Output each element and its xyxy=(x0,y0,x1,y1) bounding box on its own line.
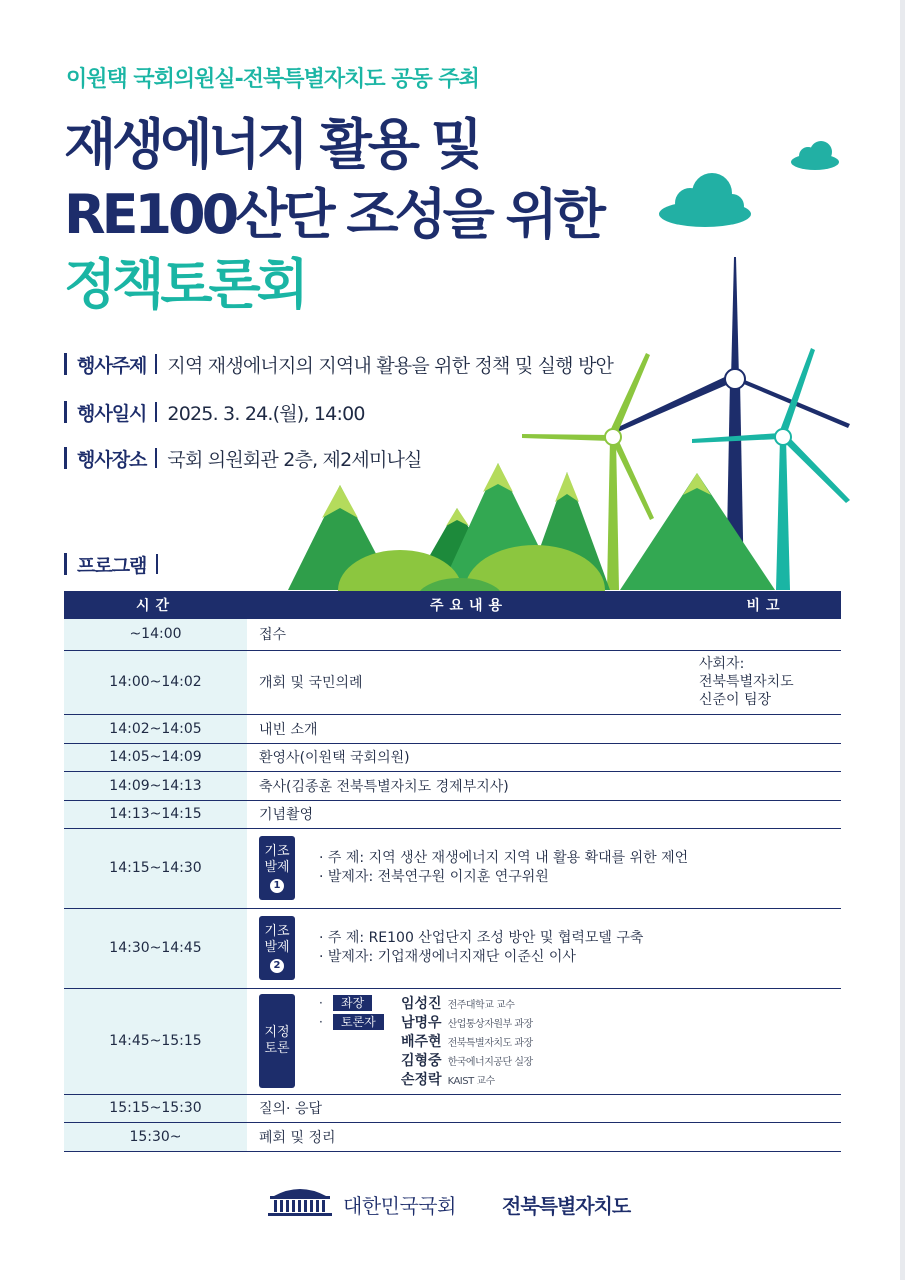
event-topic-row xyxy=(64,350,613,378)
presentation-presenter: · 발제자: 전북연구원 이지훈 연구위원 xyxy=(319,869,549,885)
note-line: 전북특별자치도 xyxy=(699,674,794,690)
event-venue-value: 국회 의원회관 2층, 제2세미나실 xyxy=(167,448,422,471)
label-bar xyxy=(64,401,67,423)
keynote-badge xyxy=(259,836,295,900)
row-note xyxy=(691,800,841,828)
note-line: 신준이 팀장 xyxy=(699,692,772,708)
table-row xyxy=(64,714,841,743)
row-content xyxy=(247,988,841,1094)
row-content: 기념촬영 xyxy=(247,800,691,828)
number-badge: 2 xyxy=(270,959,284,973)
footer xyxy=(0,1184,905,1224)
national-assembly-emblem-icon xyxy=(266,1186,334,1218)
panel-badge xyxy=(259,994,295,1088)
row-time: 14:02~14:05 xyxy=(64,714,247,743)
row-note xyxy=(691,650,841,714)
cloud-large-icon xyxy=(659,173,751,227)
row-time: 14:15~14:30 xyxy=(64,828,247,908)
bullet: · xyxy=(319,1015,323,1029)
table-row xyxy=(64,988,841,1094)
row-content xyxy=(247,828,841,908)
table-row xyxy=(64,743,841,771)
organizer-line: 이원택 국회의원실-전북특별자치도 공동 주최 xyxy=(66,67,479,92)
table-row xyxy=(64,619,841,650)
presentation-block xyxy=(259,916,841,980)
row-time: 14:00~14:02 xyxy=(64,650,247,714)
event-date-value: 2025. 3. 24.(월), 14:00 xyxy=(167,402,365,425)
row-content: 개회 및 국민의례 xyxy=(247,650,691,714)
event-venue-row xyxy=(64,444,422,472)
table-row xyxy=(64,908,841,988)
presentation-topic: · 주 제: RE100 산업단지 조성 방안 및 협력모델 구축 xyxy=(319,930,644,946)
panel-member xyxy=(319,1013,533,1032)
program-heading xyxy=(64,550,168,578)
column-header-note: 비고 xyxy=(691,591,841,619)
panel-affiliation: 전북특별자치도 과장 xyxy=(447,1037,533,1049)
panel-affiliation: KAIST 교수 xyxy=(447,1075,495,1087)
table-row xyxy=(64,828,841,908)
row-note xyxy=(691,1094,841,1122)
badge-line: 기조 xyxy=(264,923,290,939)
row-content: 질의· 응답 xyxy=(247,1094,691,1122)
page-edge xyxy=(900,0,905,1280)
event-topic-value: 지역 재생에너지의 지역내 활용을 위한 정책 및 실행 방안 xyxy=(167,354,614,377)
badge-line: 지정 xyxy=(264,1025,290,1040)
jeonbuk-logo-prefix: 전북 xyxy=(502,1194,539,1218)
panel-member xyxy=(319,1051,533,1070)
row-note xyxy=(691,743,841,771)
role-badge: 토론자 xyxy=(333,1014,384,1030)
row-note xyxy=(691,619,841,650)
table-row xyxy=(64,800,841,828)
row-note xyxy=(691,1122,841,1151)
row-content: 폐회 및 정리 xyxy=(247,1122,691,1151)
row-time: 14:05~14:09 xyxy=(64,743,247,771)
row-content xyxy=(247,908,841,988)
presentation-presenter: · 발제자: 기업재생에너지재단 이준신 이사 xyxy=(319,949,576,965)
table-row xyxy=(64,771,841,800)
role-cell xyxy=(333,995,397,1011)
cloud-small-icon xyxy=(791,141,839,170)
program-table xyxy=(64,591,841,1152)
role-cell xyxy=(333,1014,397,1030)
mountains-graphic xyxy=(288,463,775,600)
presentation-details xyxy=(319,849,688,887)
role-badge: 좌장 xyxy=(333,995,372,1011)
badge-line: 토론 xyxy=(264,1041,290,1056)
panel-block xyxy=(259,994,841,1089)
row-content: 환영사(이원택 국회의원) xyxy=(247,743,691,771)
note-line: 사회자: xyxy=(699,656,745,672)
presentation-block xyxy=(259,836,841,900)
row-note xyxy=(691,771,841,800)
presentation-topic: · 주 제: 지역 생산 재생에너지 지역 내 활용 확대를 위한 제언 xyxy=(319,850,689,866)
row-time: 14:45~15:15 xyxy=(64,988,247,1094)
row-content: 접수 xyxy=(247,619,691,650)
jeonbuk-logo-suffix: 특별자치도 xyxy=(538,1194,631,1218)
presentation-details xyxy=(319,929,643,967)
panel-affiliation: 전주대학교 교수 xyxy=(447,999,515,1011)
program-heading-label: 프로그램 xyxy=(77,554,147,577)
panel-name: 임성진 xyxy=(401,996,442,1012)
panel-affiliation: 산업통상자원부 과장 xyxy=(447,1018,533,1030)
event-venue-label: 행사장소 xyxy=(77,448,147,471)
panel-list xyxy=(319,994,533,1089)
row-time: 14:09~14:13 xyxy=(64,771,247,800)
row-time: 15:30~ xyxy=(64,1122,247,1151)
event-date-label: 행사일시 xyxy=(77,402,147,425)
table-header-row xyxy=(64,591,841,619)
label-bar xyxy=(64,353,67,375)
table-row xyxy=(64,1094,841,1122)
panel-member xyxy=(319,1032,533,1051)
panel-affiliation: 한국에너지공단 실장 xyxy=(447,1056,533,1068)
label-bar xyxy=(64,447,67,469)
column-header-time: 시간 xyxy=(64,591,247,619)
label-bar xyxy=(64,553,67,575)
row-time: 14:13~14:15 xyxy=(64,800,247,828)
panel-member xyxy=(319,994,533,1013)
event-topic-label: 행사주제 xyxy=(77,354,147,377)
badge-line: 발제 xyxy=(264,859,290,875)
label-divider xyxy=(155,402,157,422)
panel-name: 배주현 xyxy=(401,1034,442,1050)
badge-line: 기조 xyxy=(264,843,290,859)
row-time: ~14:00 xyxy=(64,619,247,650)
label-divider xyxy=(155,354,157,374)
table-row xyxy=(64,650,841,714)
row-time: 15:15~15:30 xyxy=(64,1094,247,1122)
number-badge: 1 xyxy=(270,879,284,893)
title-line-1: 재생에너지 활용 및 xyxy=(64,113,479,176)
event-date-row xyxy=(64,398,365,426)
panel-name: 남명우 xyxy=(401,1015,442,1031)
label-divider xyxy=(156,554,158,574)
jeonbuk-logo xyxy=(502,1190,630,1219)
title-line-3: 정책토론회 xyxy=(64,253,305,316)
row-content: 내빈 소개 xyxy=(247,714,691,743)
national-assembly-logo-text: 대한민국국회 xyxy=(343,1194,456,1218)
label-divider xyxy=(155,448,157,468)
panel-name: 손정락 xyxy=(401,1072,442,1088)
title-line-2: RE100산단 조성을 위한 xyxy=(64,183,602,246)
row-time: 14:30~14:45 xyxy=(64,908,247,988)
column-header-content: 주요내용 xyxy=(247,591,691,619)
keynote-badge xyxy=(259,916,295,980)
table-row xyxy=(64,1122,841,1151)
badge-line: 발제 xyxy=(264,939,290,955)
panel-member xyxy=(319,1070,533,1089)
panel-name: 김형중 xyxy=(401,1053,442,1069)
row-note xyxy=(691,714,841,743)
bullet: · xyxy=(319,996,323,1010)
row-content: 축사(김종훈 전북특별자치도 경제부지사) xyxy=(247,771,691,800)
